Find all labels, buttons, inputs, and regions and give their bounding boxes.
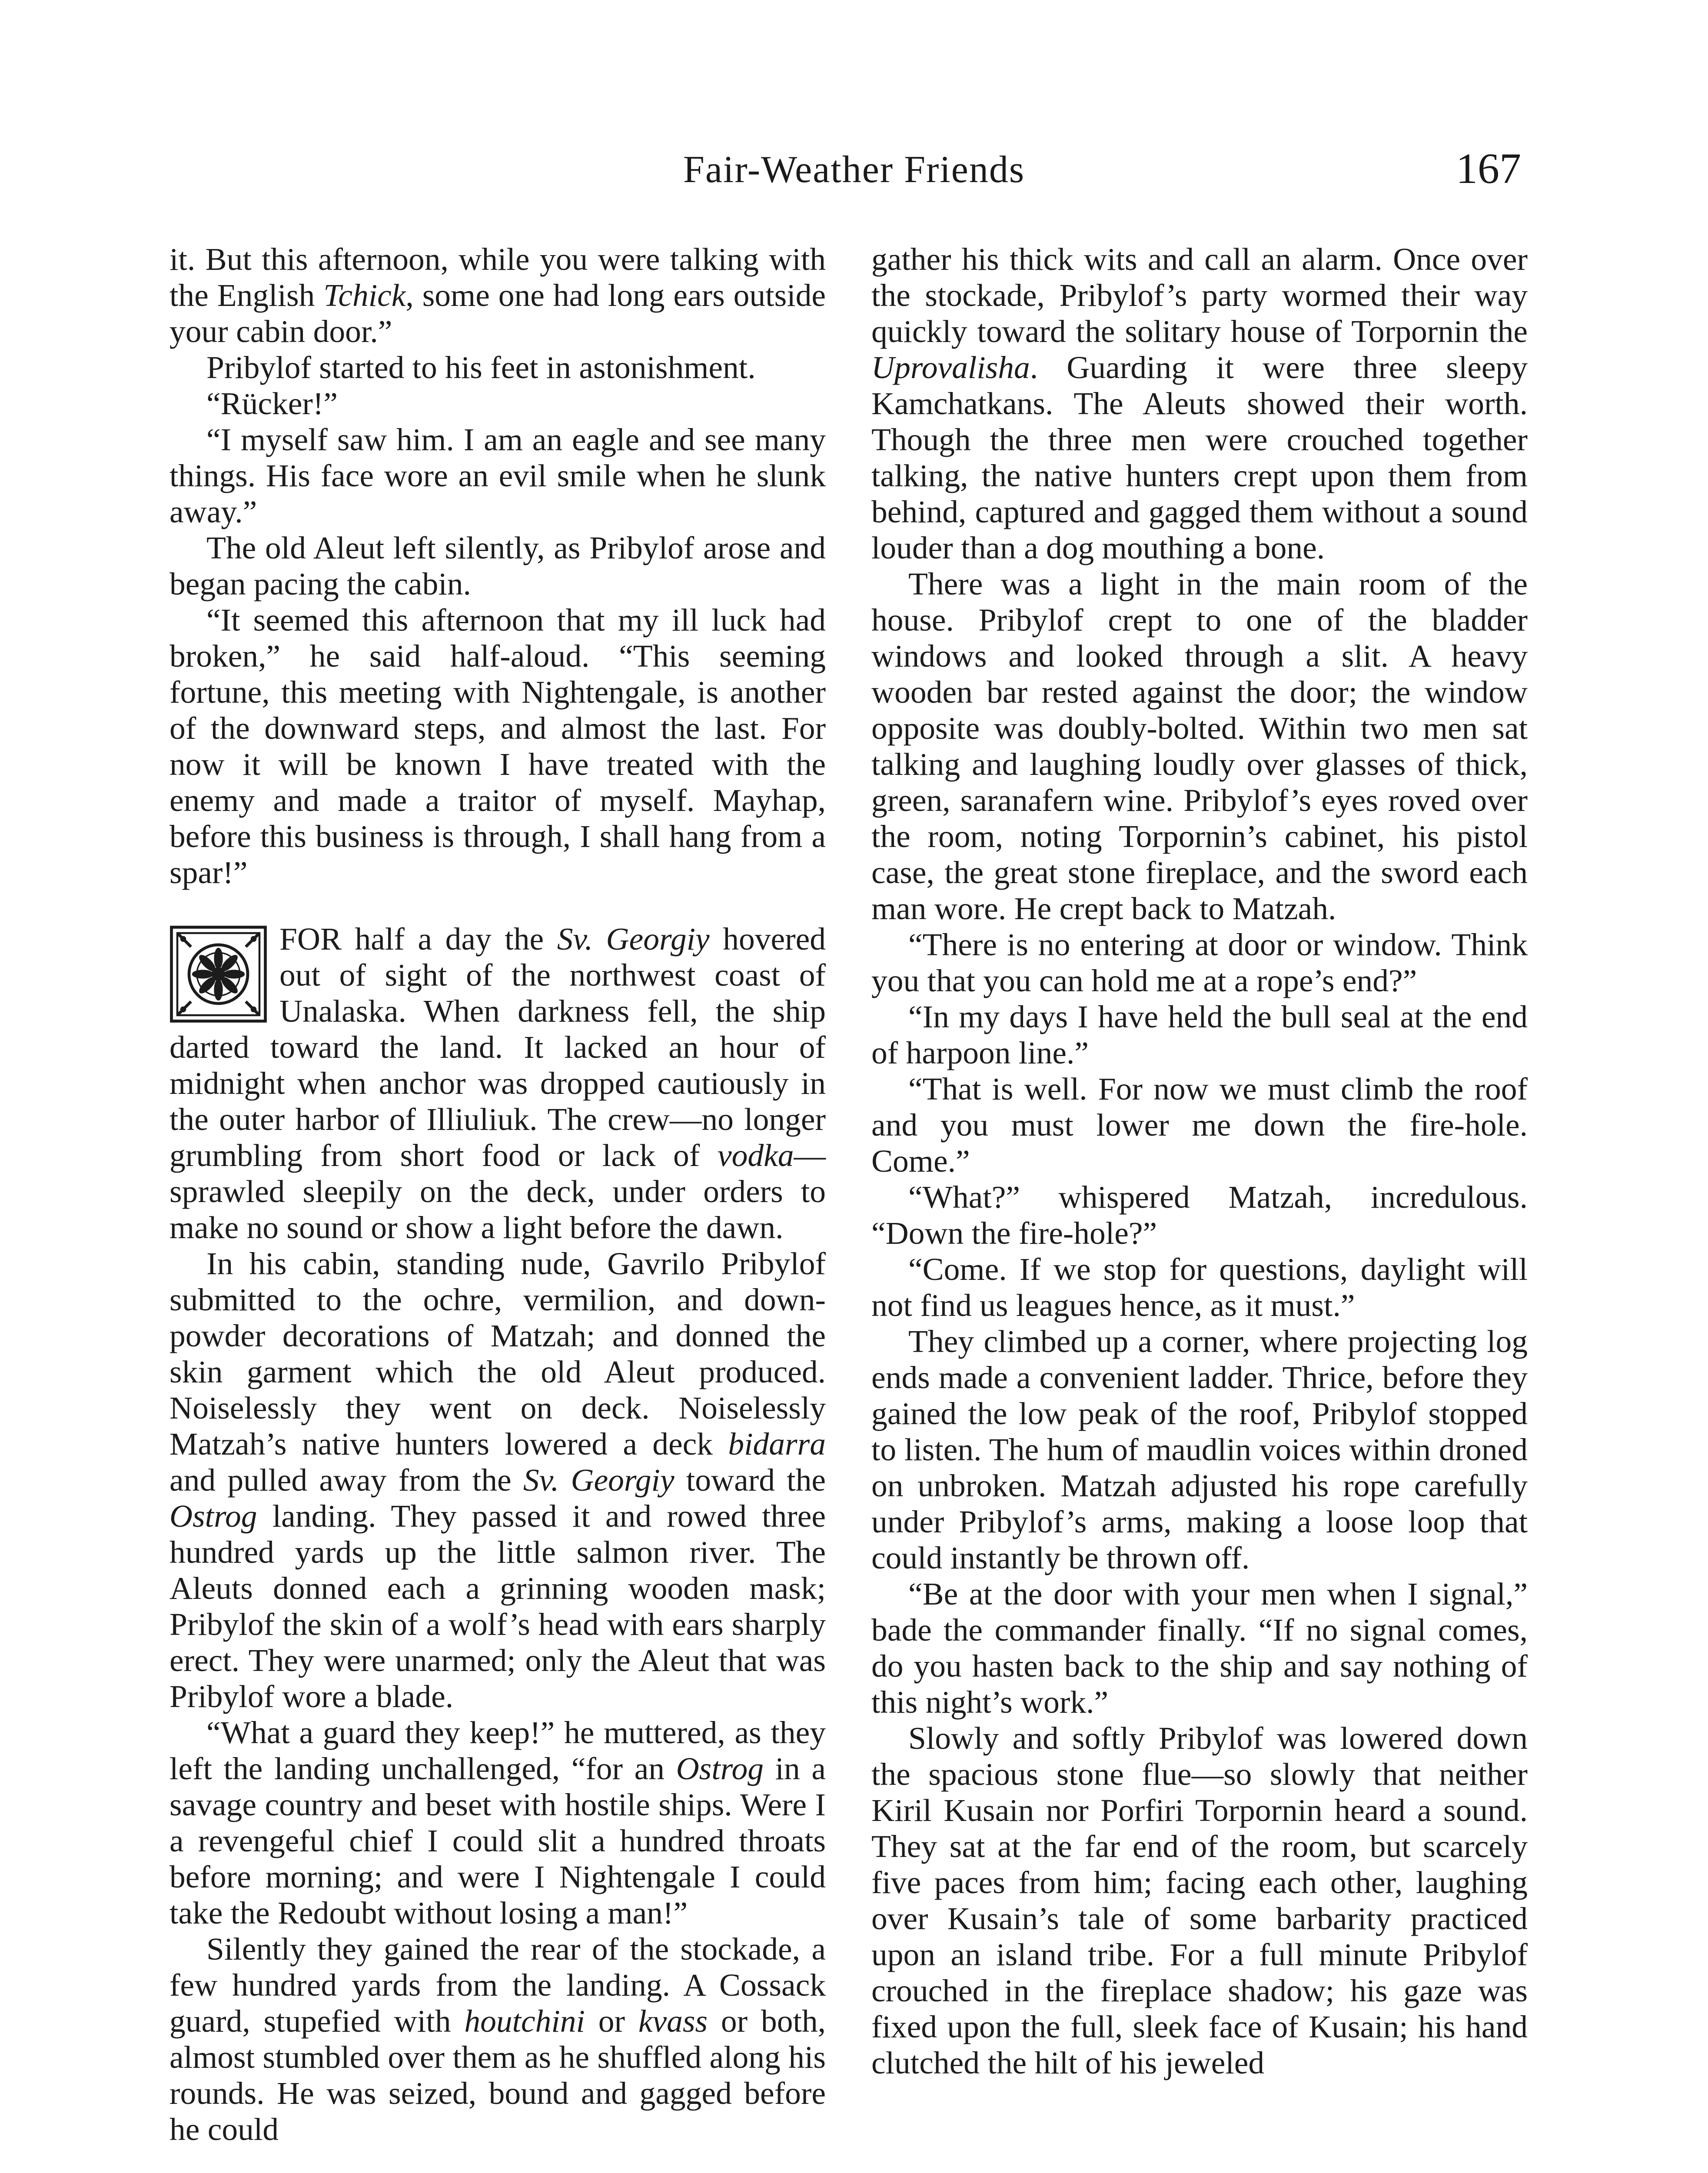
running-title: Fair-Weather Friends (683, 149, 1025, 191)
paragraph (169, 241, 826, 349)
paragraph-text: “It seemed this afternoon that my ill luck had broken,” he said half-aloud. “This seeming fortune, this meeting with Nightengale, is another of the downward steps, and almost the last. For now it will be known I have treated with the enemy and made a traitor of myself. Mayhap, before this business is through, I shall hang from a spar!” (169, 602, 826, 890)
paragraph (169, 921, 826, 1246)
paragraph (169, 1931, 826, 2147)
paragraph-text: “What a guard they keep!” he muttered, as they left the landing unchallenged, “for an Ostrog in a savage country and beset with hostile ships. Were I a revengeful chief I could slit a hundred throats before morning; and were I Nightengale I could take the Redoubt without losing a man!” (169, 1715, 826, 1930)
right-column (871, 241, 1528, 2081)
paragraph (169, 1714, 826, 1931)
paragraph (169, 385, 826, 422)
paragraph-text: “In my days I have held the bull seal at the end of harpoon line.” (871, 999, 1528, 1070)
left-column (169, 241, 826, 2147)
paragraph (169, 530, 826, 602)
paragraph (871, 927, 1528, 999)
paragraph-text: There was a light in the main room of the house. Pribylof crept to one of the bladder windows and looked through a slit. A heavy wooden bar rested against the door; the window opposite was doubly-bolted. Within two men sat talking and laughing loudly over glasses of thick, green, saranafern wine. Pribylof’s eyes roved over the room, noting Torpornin’s cabinet, his pistol case, the great stone fireplace, and the sword each man wore. He crept back to Matzah. (871, 566, 1528, 926)
paragraph-text: FOR half a day the Sv. Georgiy hovered out of sight of the northwest coast of Unalaska. When darkness fell, the ship darted toward the land. It lacked an hour of midnight when anchor was dropped cautiously in the outer harbor of Illiuliuk. The crew—no longer grumbling from short food or lack of vodka—sprawled sleepily on the deck, under orders to make no sound or show a light before the dawn. (169, 921, 826, 1245)
paragraph (169, 422, 826, 530)
paragraph-text: “That is well. For now we must climb the roof and you must lower me down the fire-hole. Come.” (871, 1071, 1528, 1179)
paragraph (871, 1323, 1528, 1576)
paragraph-text: “What?” whispered Matzah, incredulous. “Down the fire-hole?” (871, 1180, 1528, 1251)
paragraph-text: The old Aleut left silently, as Pribylof arose and began pacing the cabin. (169, 530, 826, 601)
paragraph (871, 1576, 1528, 1720)
paragraph (871, 1251, 1528, 1323)
paragraph-text: “Be at the door with your men when I signal,” bade the commander finally. “If no signal comes, do you hasten back to the ship and say nothing of this night’s work.” (871, 1576, 1528, 1720)
paragraph (169, 1246, 826, 1714)
paragraph-text: it. But this afternoon, while you were talking with the English Tchick, some one had long ears outside your cabin door.” (169, 242, 826, 349)
paragraph (871, 566, 1528, 927)
paragraph (871, 1720, 1528, 2081)
paragraph-text: “I myself saw him. I am an eagle and see many things. His face wore an evil smile when he slunk away.” (169, 422, 826, 529)
paragraph-text: They climbed up a corner, where projecting log ends made a convenient ladder. Thrice, before they gained the low peak of the roof, Pribylof stopped to listen. The hum of maudlin voices within droned on unbroken. Matzah adjusted his rope carefully under Pribylof’s arms, making a loose loop that could instantly be thrown off. (871, 1324, 1528, 1575)
paragraph (871, 1179, 1528, 1251)
paragraph (169, 602, 826, 890)
paragraph (169, 349, 826, 385)
paragraph-text: “There is no entering at door or window. Think you that you can hold me at a rope’s end?” (871, 927, 1528, 998)
paragraph-text: “Come. If we stop for questions, daylight will not find us leagues hence, as it must.” (871, 1252, 1528, 1323)
paragraph (871, 1071, 1528, 1179)
paragraph-text: “Rücker!” (206, 386, 338, 421)
paragraph (871, 999, 1528, 1071)
ornamental-rosette-icon (169, 925, 267, 1023)
paragraph-text: Pribylof started to his feet in astonishment. (206, 350, 756, 385)
paragraph-text: gather his thick wits and call an alarm. Once over the stockade, Pribylof’s party wormed their way quickly toward the solitary house of Torpornin the Uprovalisha. Guarding it were three sleepy Kamchatkans. The Aleuts showed their worth. Though the three men were crouched together talking, the native hunters crept upon them from behind, captured and gagged them without a sound louder than a dog mouthing a bone. (871, 242, 1528, 565)
paragraph-text: In his cabin, standing nude, Gavrilo Pribylof submitted to the ochre, vermilion, and down-powder decorations of Matzah; and donned the skin garment which the old Aleut produced. Noiselessly they went on deck. Noiselessly Matzah’s native hunters lowered a deck bidarra and pulled away from the Sv. Georgiy toward the Ostrog landing. They passed it and rowed three hundred yards up the little salmon river. The Aleuts donned each a grinning wooden mask; Pribylof the skin of a wolf’s head with ears sharply erect. They were unarmed; only the Aleut that was Pribylof wore a blade. (169, 1246, 826, 1714)
paragraph-text: Silently they gained the rear of the stockade, a few hundred yards from the landing. A Cossack guard, stupefied with houtchini or kvass or both, almost stumbled over them as he shuffled along his rounds. He was seized, bound and gagged before he could (169, 1931, 826, 2147)
paragraph-text: Slowly and softly Pribylof was lowered down the spacious stone flue—so slowly that neither Kiril Kusain nor Porfiri Torpornin heard a sound. They sat at the far end of the room, but scarcely five paces from him; facing each other, laughing over Kusain’s tale of some barbarity practiced upon an island tribe. For a full minute Pribylof crouched in the fireplace shadow; his gaze was fixed upon the full, sleek face of Kusain; his hand clutched the hilt of his jeweled (871, 1721, 1528, 2080)
page-number: 167 (1456, 144, 1521, 193)
paragraph (871, 241, 1528, 566)
